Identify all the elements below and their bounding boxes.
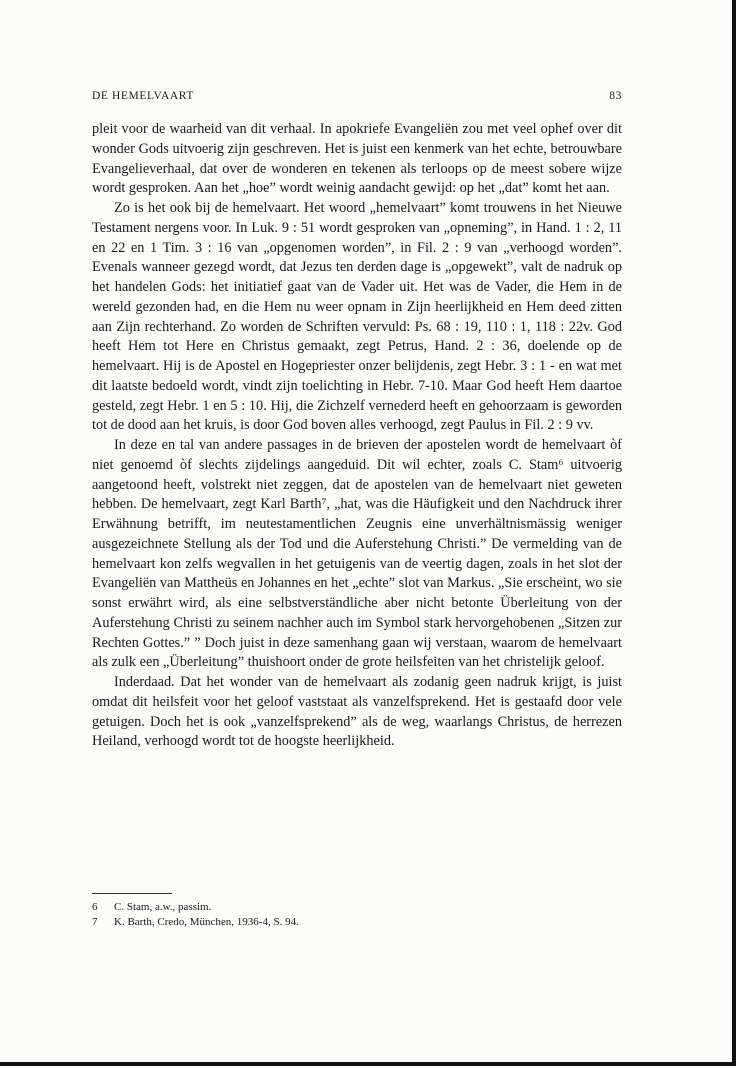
running-header xyxy=(92,90,622,106)
footnote-text: K. Barth, Credo, München, 1936-4, S. 94. xyxy=(114,916,299,928)
footnote-text: C. Stam, a.w., passim. xyxy=(114,901,212,913)
footnote-divider xyxy=(92,893,172,894)
footnote xyxy=(92,915,622,930)
body-text xyxy=(92,120,622,752)
footnotes xyxy=(92,900,622,930)
paragraph: pleit voor de waarheid van dit verhaal. In apokriefe Evangeliën zou met veel ophef over dit wonder Gods uitvoerig zijn geschreven. Het is juist een kenmerk van het echte, betrouwbare Evangelieverhaal, dat over de wonderen en tekenen als terloops op de meest sobere wijze wordt gesproken. Aan het „hoe” wordt weinig aandacht gewijd: op het „dat” komt het aan. xyxy=(92,121,622,197)
page-number: 83 xyxy=(609,90,622,102)
running-title: DE HEMELVAART xyxy=(92,90,194,102)
footnote-number: 7 xyxy=(92,916,98,928)
paragraph: Inderdaad. Dat het wonder van de hemelvaart als zodanig geen nadruk krijgt, is juist omdat dit heilsfeit voor het geloof vaststaat als vanzelfsprekend. Het is gestaafd door vele getuigen. Doch het is ook „vanzelfsprekend” als de weg, waarlangs Christus, de herrezen Heiland, verhoogd wordt tot de hoogste heerlijkheid. xyxy=(92,674,622,750)
paragraph: In deze en tal van andere passages in de brieven der apostelen wordt de hemelvaart òf niet genoemd òf slechts zijdelings aangeduid. Dit wil echter, zoals C. Stam⁶ uitvoerig aangetoond heeft, volstrekt niet zeggen, dat de apostelen van de hemelvaart niet geweten hebben. De hemelvaart, zegt Karl Barth⁷, „hat, was die Häufigkeit und den Nachdruck ihrer Erwähnung betrifft, im neutestamentlichen Zeugnis eine unverhältnismässig weniger ausgezeichnete Stellung als der Tod und die Auferstehung Christi.” De vermelding van de hemelvaart kon zelfs wegvallen in het getuigenis van de veertig dagen, zoals in het slot der Evangeliën van Mattheüs en Johannes en het „echte” slot van Markus. „Sie erscheint, wo sie sonst erwährt wird, als eine selbstverständliche aber nicht betonte Überleitung von der Auferstehung Christi zu seinem nachher auch im Symbol stark hervorgehobenen „Sitzen zur Rechten Gottes.” ” Doch juist in deze samenhang gaan wij verstaan, waarom de hemelvaart als zulk een „Überleitung” thuishoort onder de grote heilsfeiten van het christelijk geloof. xyxy=(92,437,622,671)
paragraph: Zo is het ook bij de hemelvaart. Het woord „hemelvaart” komt trouwens in het Nieuwe Testament nergens voor. In Luk. 9 : 51 wordt gesproken van „opneming”, in Hand. 1 : 2, 11 en 22 en 1 Tim. 3 : 16 van „opgenomen worden”, in Fil. 2 : 9 van „verhoogd worden”. Evenals wanneer gezegd wordt, dat Jezus ten derden dage is „opgewekt”, valt de nadruk op het handelen Gods: het initiatief gaat van de Vader uit. Het was de Vader, die Hem in de wereld gezonden had, en die Hem nu weer opnam in Zijn heerlijkheid en Hem deed zitten aan Zijn rechterhand. Zo worden de Schriften vervuld: Ps. 68 : 19, 110 : 1, 118 : 22v. God heeft Hem tot Here en Christus gemaakt, zegt Petrus, Hand. 2 : 36, doelende op de hemelvaart. Hij is de Apostel en Hogepriester onzer belijdenis, zegt Hebr. 3 : 1 - en wat met dit laatste bedoeld wordt, vindt zijn toelichting in Hebr. 7-10. Maar God heeft Hem daartoe gesteld, zegt Hebr. 1 en 5 : 10. Hij, die Zichzelf vernederd heeft en gehoorzaam is geworden tot de dood aan het kruis, is door God boven alles verhoogd, zegt Paulus in Fil. 2 : 9 vv. xyxy=(92,200,622,434)
footnote-number: 6 xyxy=(92,901,98,913)
footnote xyxy=(92,900,622,915)
